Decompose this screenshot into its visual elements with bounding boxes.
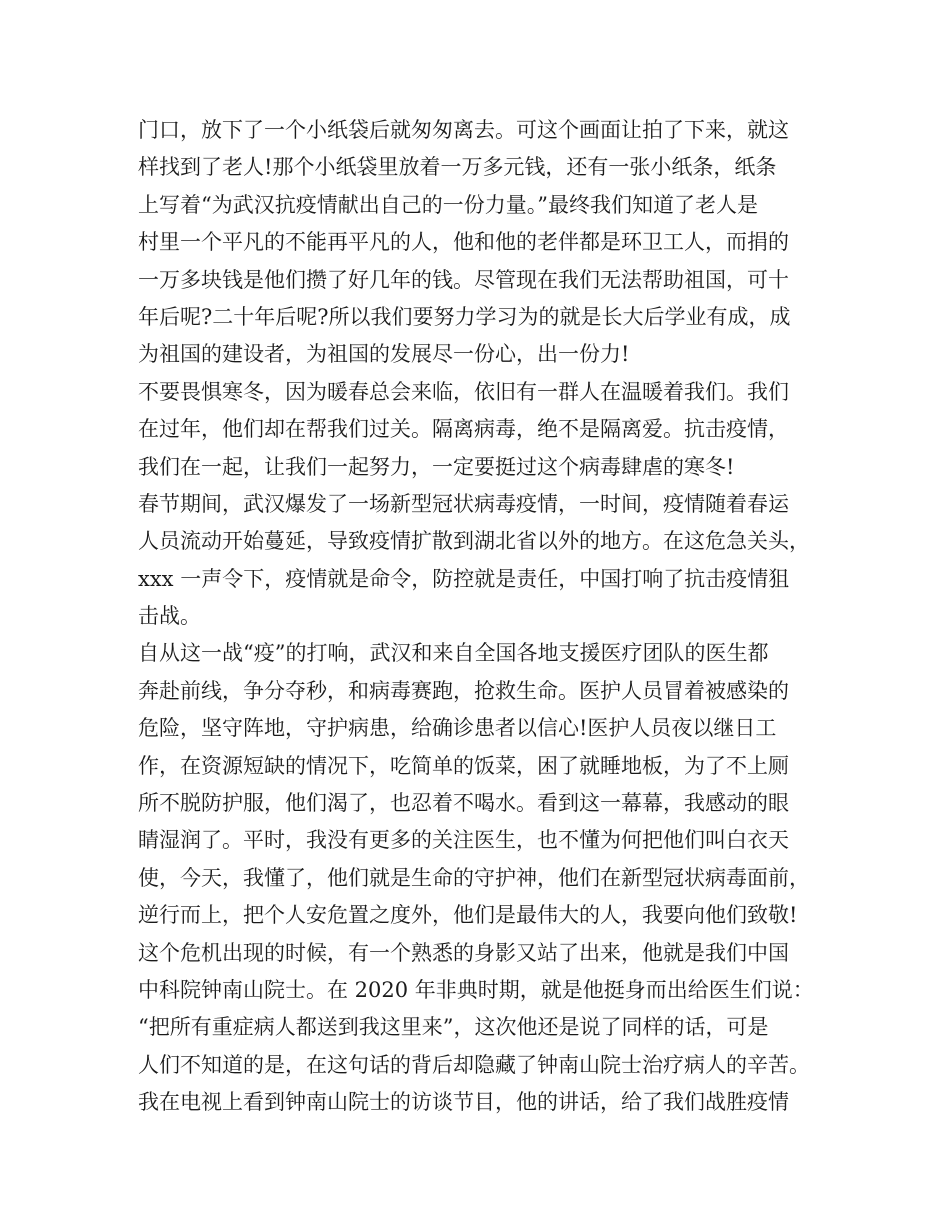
text-line: 逆行而上，把个人安危置之度外，他们是最伟大的人，我要向他们致敬! <box>138 903 798 928</box>
text-line: 春节期间，武汉爆发了一场新型冠状病毒疫情，一时间，疫情随着春运 <box>138 491 789 516</box>
text-line: 作，在资源短缺的情况下，吃简单的饭菜，困了就睡地板，为了不上厕 <box>138 753 789 778</box>
text-line: 人们不知道的是，在这句话的背后却隐藏了钟南山院士治疗病人的辛苦。 <box>138 1052 810 1077</box>
text-line: 自从这一战“疫”的打响，武汉和来自全国各地支援医疗团队的医生都 <box>138 641 769 666</box>
text-line: 为祖国的建设者，为祖国的发展尽一份心，出一份力! <box>138 342 630 367</box>
text-line: 危险，坚守阵地，守护病患，给确诊患者以信心!医护人员夜以继日工 <box>138 716 777 741</box>
text-line: 村里一个平凡的不能再平凡的人，他和他的老伴都是环卫工人，而捐的 <box>138 230 789 255</box>
text-line: 门口，放下了一个小纸袋后就匆匆离去。可这个画面让拍了下来，就这 <box>138 118 789 142</box>
text-line: 中科院钟南山院士。在 2020 年非典时期，就是他挺身而出给医生们说： <box>138 977 814 1002</box>
text-line: 击战。 <box>138 604 201 629</box>
text-line: 在过年，他们却在帮我们过关。隔离病毒，绝不是隔离爱。抗击疫情， <box>138 417 789 442</box>
text-line: 我们在一起，让我们一起努力，一定要挺过这个病毒肆虐的寒冬! <box>138 454 735 479</box>
text-line: xxx 一声令下，疫情就是命令，防控就是责任，中国打响了抗击疫情狙 <box>138 566 790 591</box>
text-line: 使，今天，我懂了，他们就是生命的守护神，他们在新型冠状病毒面前， <box>138 865 810 890</box>
text-line: 一万多块钱是他们攒了好几年的钱。尽管现在我们无法帮助祖国，可十 <box>138 267 789 292</box>
text-line: 我在电视上看到钟南山院士的访谈节目，他的讲话，给了我们战胜疫情 <box>138 1090 789 1115</box>
body-text <box>138 112 828 1122</box>
text-line: “把所有重症病人都送到我这里来”，这次他还是说了同样的话，可是 <box>138 1015 769 1040</box>
text-line: 年后呢?二十年后呢?所以我们要努力学习为的就是长大后学业有成，成 <box>138 304 791 329</box>
text-line: 样找到了老人!那个小纸袋里放着一万多元钱，还有一张小纸条，纸条 <box>138 155 777 180</box>
text-line: 睛湿润了。平时，我没有更多的关注医生，也不懂为何把他们叫白衣天 <box>138 828 789 853</box>
text-line: 奔赴前线，争分夺秒，和病毒赛跑，抢救生命。医护人员冒着被感染的 <box>138 678 789 703</box>
text-line: 这个危机出现的时候，有一个熟悉的身影又站了出来，他就是我们中国 <box>138 940 789 965</box>
text-line: 所不脱防护服，他们渴了，也忍着不喝水。看到这一幕幕，我感动的眼 <box>138 791 789 816</box>
text-line: 人员流动开始蔓延，导致疫情扩散到湖北省以外的地方。在这危急关头， <box>138 529 810 554</box>
text-line: 不要畏惧寒冬，因为暖春总会来临，依旧有一群人在温暖着我们。我们 <box>138 379 789 404</box>
text-line: 上写着“为武汉抗疫情献出自己的一份力量。”最终我们知道了老人是 <box>138 192 758 217</box>
